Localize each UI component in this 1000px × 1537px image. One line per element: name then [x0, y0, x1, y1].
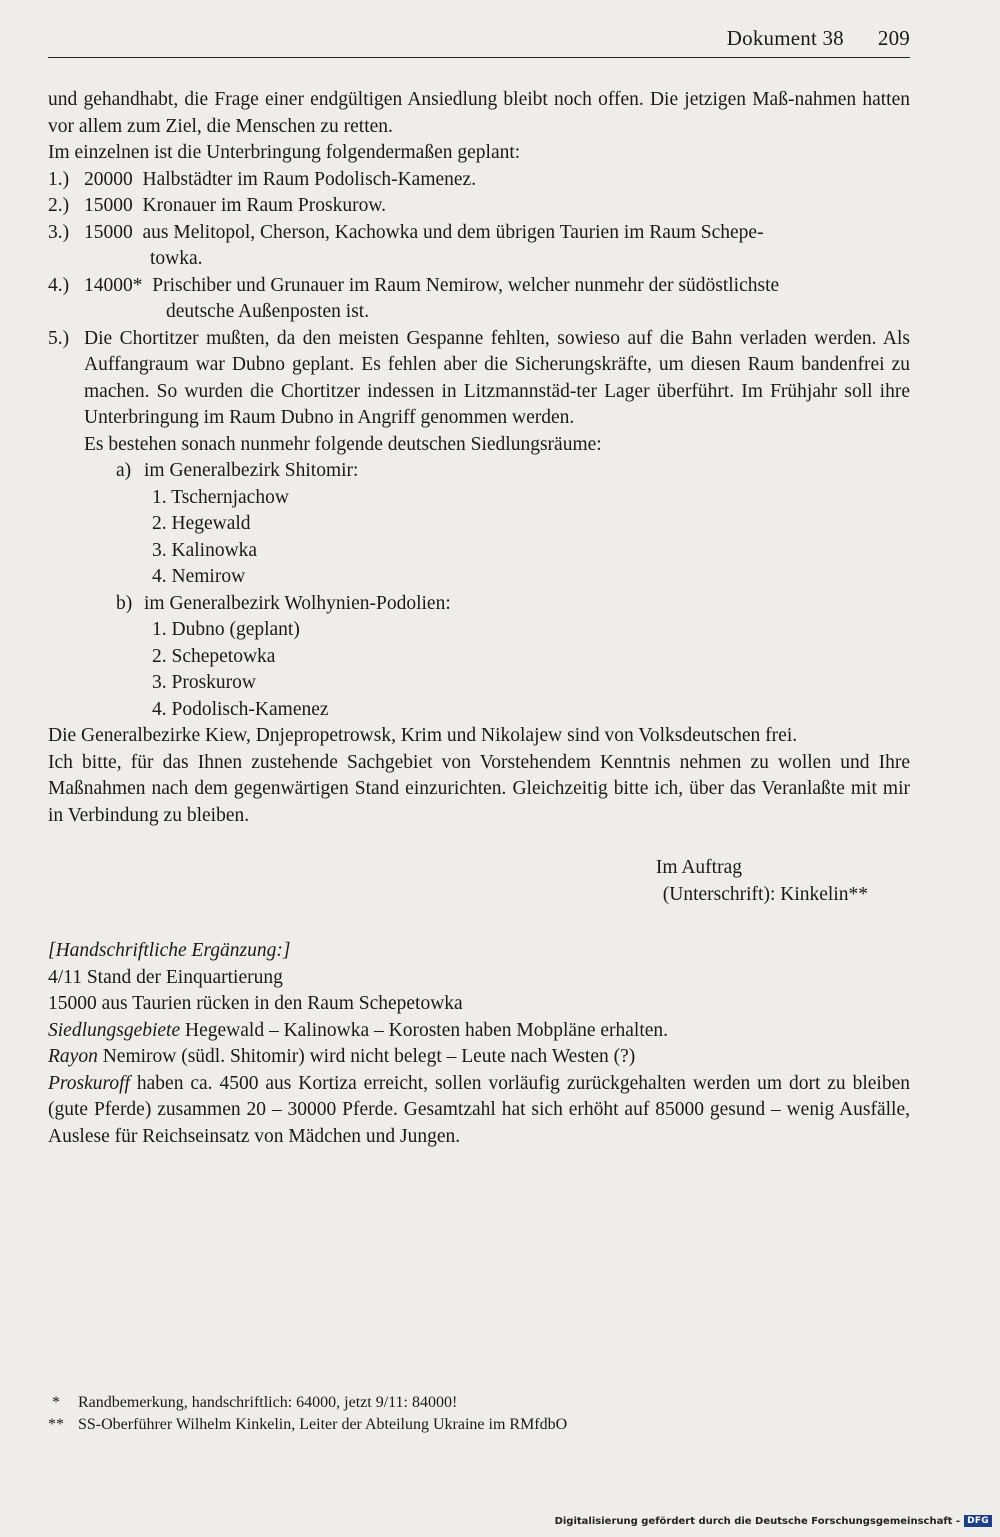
spacer — [48, 908, 910, 938]
settlement-item: 1. Dubno (geplant) — [152, 619, 300, 640]
list-number: 2.) — [48, 195, 70, 216]
list-number: 3.) — [48, 221, 70, 243]
handwritten-text: haben ca. 4500 aus Kortiza erreicht, sollen vorläufig zurückgehalten werden um dort zu bleiben (gute Pferde) zusammen 20 – 30000 Pferde. Gesamtzahl hat sich erhöht auf 85000 gesund – wenig Ausfälle, Auslese für Reichseinsatz von Mädchen und Jungen. — [48, 1072, 910, 1147]
handwritten-text: Nemirow (südl. Shitomir) wird nicht belegt – Leute nach Westen (?) — [97, 1046, 636, 1067]
footnote — [48, 1392, 910, 1414]
list-text: 15000 Kronauer im Raum Proskurow. — [84, 195, 387, 216]
region-letter: b) — [116, 592, 133, 614]
region-name: im Generalbezirk Shitomir: — [144, 460, 359, 481]
closing-paragraph: Ich bitte, für das Ihnen zustehende Sachgebiet von Vorstehendem Kenntnis nehmen zu wollen und Ihre Maßnahmen nach dem gegenwärtigen Stand einzurichten. Gleichzeitig bitte ich, über das Veranlaßte mit mir in Verbindung zu bleiben. — [48, 751, 910, 826]
list-text: 20000 Halbstädter im Raum Podolisch-Kamenez. — [84, 168, 477, 190]
settlement-item: 4. Nemirow — [152, 566, 246, 587]
page-header — [48, 26, 910, 54]
list-number: 4.) — [48, 274, 70, 296]
intro-paragraph: und gehandhabt, die Frage einer endgültigen Ansiedlung bleibt noch offen. Die jetzigen Maß-nahmen hatten vor allem zum Ziel, die Menschen zu retten. — [48, 89, 910, 137]
settlement-item: 2. Schepetowka — [152, 645, 276, 667]
region-a — [84, 458, 910, 485]
settlement-item: 4. Podolisch-Kamenez — [152, 698, 329, 720]
digitization-text: Digitalisierung gefördert durch die Deutsche Forschungsgemeinschaft - — [554, 1515, 961, 1527]
settlements-intro: Es bestehen sonach nunmehr folgende deutschen Siedlungsräume: — [84, 433, 602, 455]
list-item — [48, 273, 910, 326]
footnote-marker: * — [52, 1394, 60, 1411]
list-item — [48, 220, 910, 273]
page-number: 209 — [877, 26, 910, 50]
document-title: Dokument 38 — [726, 26, 844, 50]
signature-name: (Unterschrift): Kinkelin** — [662, 883, 868, 905]
signature-line: Im Auftrag — [655, 857, 742, 878]
handwritten-line — [48, 1018, 910, 1045]
signature-block — [48, 855, 910, 908]
footnote — [48, 1414, 910, 1436]
handwritten-text: Hegewald – Kalinowka – Korosten haben Mobpläne erhalten. — [180, 1019, 669, 1041]
list-text-continuation: towka. — [150, 248, 203, 269]
footnote-marker: ** — [48, 1416, 64, 1433]
list-text: Die Chortitzer mußten, da den meisten Gespanne fehlten, sowieso auf die Bahn verladen werden. Als Auffangraum war Dubno geplant. Es fehlen aber die Sicherungskräfte, um diesen Raum bandenfrei zu machen. So wurden die Chortitzer indessen in Litzmannstäd-ter Lager überführt. Im Frühjahr soll ihre Unterbringung im Raum Dubno in Angriff genommen werden. — [84, 327, 910, 428]
settlements-section — [48, 432, 910, 724]
handwritten-heading — [48, 938, 910, 965]
list-item — [48, 167, 910, 194]
list-number: 1.) — [48, 168, 70, 190]
list-item — [48, 193, 910, 220]
settlement-item: 3. Kalinowka — [152, 539, 258, 561]
list-number: 5.) — [48, 327, 70, 349]
dfg-logo-icon: DFG — [964, 1515, 992, 1527]
settlement-item: 3. Proskurow — [152, 672, 257, 693]
list-text: 15000 aus Melitopol, Cherson, Kachowka und dem übrigen Taurien im Raum Schepe- — [84, 221, 764, 243]
handwritten-line: 4/11 Stand der Einquartierung — [48, 966, 283, 988]
list-text-continuation: deutsche Außenposten ist. — [166, 301, 370, 322]
running-title — [727, 26, 910, 51]
region-a-list — [84, 485, 910, 591]
settlement-item: 2. Hegewald — [152, 513, 251, 534]
settlement-item: 1. Tschernjachow — [152, 486, 289, 508]
region-name: im Generalbezirk Wolhynien-Podolien: — [144, 592, 451, 614]
region-b — [84, 591, 910, 618]
header-rule — [48, 57, 910, 58]
list-text: 14000* Prischiber und Grunauer im Raum Nemirow, welcher nunmehr der südöstlichste — [84, 274, 780, 296]
handwritten-emphasis: Proskuroff — [48, 1072, 130, 1094]
handwritten-heading-text: [Handschriftliche Ergänzung:] — [48, 940, 291, 961]
footnotes — [48, 1392, 910, 1436]
document-body — [48, 87, 910, 1150]
handwritten-paragraph — [48, 1071, 910, 1151]
spacer — [48, 829, 910, 855]
region-letter: a) — [116, 460, 132, 481]
digitization-notice — [555, 1513, 992, 1529]
handwritten-line: 15000 aus Taurien rücken in den Raum Schepetowka — [48, 993, 463, 1014]
region-b-list — [84, 617, 910, 723]
footnote-text: SS-Oberführer Wilhelm Kinkelin, Leiter der Abteilung Ukraine im RMfdbO — [78, 1416, 568, 1433]
footnote-text: Randbemerkung, handschriftlich: 64000, jetzt 9/11: 84000! — [78, 1394, 458, 1411]
intro-line: Im einzelnen ist die Unterbringung folgendermaßen geplant: — [48, 142, 521, 163]
handwritten-emphasis: Rayon — [48, 1046, 98, 1067]
list-item — [48, 326, 910, 432]
handwritten-line — [48, 1044, 910, 1071]
handwritten-emphasis: Siedlungsgebiete — [48, 1019, 181, 1041]
closing-paragraph: Die Generalbezirke Kiew, Dnjepropetrowsk, Krim und Nikolajew sind von Volksdeutschen frei. — [48, 725, 798, 746]
